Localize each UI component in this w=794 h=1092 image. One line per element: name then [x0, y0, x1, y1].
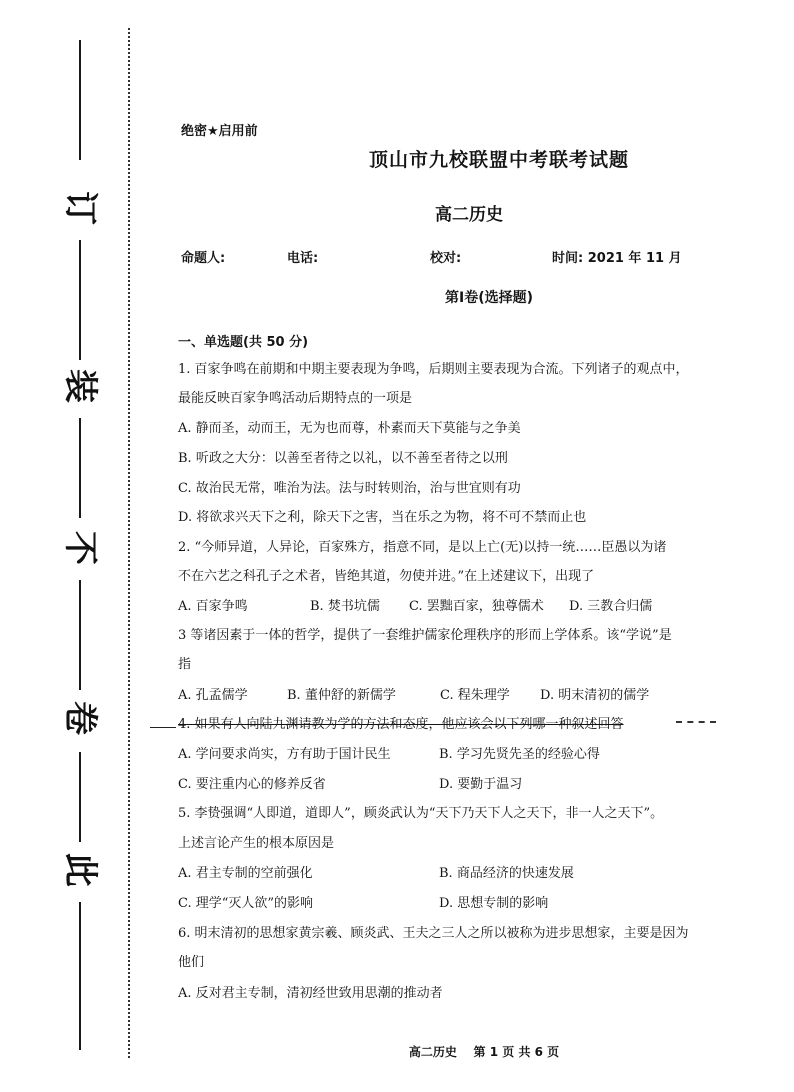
exam-title: 顶山市九校联盟中考联考试题	[368, 149, 629, 171]
binding-margin	[52, 40, 108, 1050]
binding-rule	[79, 752, 81, 842]
cut-line	[128, 28, 130, 1058]
scan-mark	[676, 721, 716, 723]
question-stem: 上述言论产生的根本原因是	[178, 836, 335, 851]
question-stem: 最能反映百家争鸣活动后期特点的一项是	[178, 391, 413, 406]
question-option: C. 程朱理学	[440, 688, 510, 703]
binding-char-ding: 订	[60, 191, 100, 225]
question-option: A. 反对君主专制，清初经世致用思潮的推动者	[178, 986, 443, 1001]
question-option: B. 听政之大分：以善至者待之以礼，以不善至者待之以刑	[178, 451, 508, 466]
question-option: D. 三教合归儒	[569, 599, 653, 614]
question-option: D. 明末清初的儒学	[540, 688, 650, 703]
page-footer: 高二历史 第 1 页 共 6 页	[408, 1045, 560, 1059]
phone-label: 电话:	[287, 251, 319, 266]
question-stem: 4. 如果有人向陆九渊请教为学的方法和态度，他应该会以下列哪一种叙述回答	[178, 717, 624, 732]
question-stem: 6. 明末清初的思想家黄宗羲、顾炎武、王夫之三人之所以被称为进步思想家，主要是因为	[178, 926, 689, 941]
binding-rule	[79, 418, 81, 518]
secret-mark: 绝密★启用前	[181, 124, 258, 139]
exam-subject: 高二历史	[435, 205, 503, 225]
binding-rule	[79, 40, 81, 160]
proofreader-label: 校对:	[430, 251, 462, 266]
question-stem: 不在六艺之科孔子之术者，皆绝其道，勿使并进。”在上述建议下，出现了	[178, 569, 595, 584]
part-title: 一、单选题(共 50 分)	[178, 335, 309, 350]
question-option: A. 静而圣，动而王，无为也而尊，朴素而天下莫能与之争美	[178, 421, 521, 436]
question-stem: 2. “今师异道，人异论，百家殊方，指意不同，是以上亡(无)以持一统……臣愚以为诸	[178, 540, 667, 555]
question-stem: 他们	[178, 955, 205, 970]
question-option: C. 罢黜百家，独尊儒术	[409, 599, 544, 614]
question-option: B. 学习先贤先圣的经验心得	[439, 747, 600, 762]
question-stem: 3 等诸因素于一体的哲学，提供了一套维护儒家伦理秩序的形而上学体系。该“学说”是	[178, 628, 672, 643]
binding-char-ci: 此	[60, 853, 100, 887]
scan-mark	[150, 727, 176, 728]
binding-rule	[79, 580, 81, 690]
question-option: B. 焚书坑儒	[310, 599, 380, 614]
question-option: A. 学问要求尚实，方有助于国计民生	[178, 747, 391, 762]
binding-char-juan: 卷	[60, 701, 100, 735]
question-option: D. 将欲求兴天下之利，除天下之害，当在乐之为物，将不可不禁而止也	[178, 510, 587, 525]
question-stem: 1. 百家争鸣在前期和中期主要表现为争鸣，后期则主要表现为合流。下列诸子的观点中，	[178, 362, 689, 377]
question-option: C. 理学“灭人欲”的影响	[178, 896, 314, 911]
binding-char-zhuang: 装	[60, 369, 100, 403]
question-option: B. 商品经济的快速发展	[439, 866, 574, 881]
setter-label: 命题人:	[181, 251, 226, 266]
exam-page	[174, 0, 714, 1092]
question-option: A. 孔孟儒学	[178, 688, 248, 703]
question-stem: 指	[178, 657, 192, 672]
question-option: D. 要勤于温习	[439, 777, 523, 792]
question-option: A. 百家争鸣	[178, 599, 248, 614]
question-option: B. 董仲舒的新儒学	[287, 688, 396, 703]
binding-rule	[79, 902, 81, 1050]
section-title: 第Ⅰ卷(选择题)	[444, 290, 533, 306]
binding-char-bu: 不	[60, 531, 100, 565]
exam-time: 时间: 2021 年 11 月	[552, 251, 682, 266]
question-option: C. 要注重内心的修养反省	[178, 777, 326, 792]
binding-rule	[79, 240, 81, 360]
question-stem: 5. 李贽强调“人即道，道即人”，顾炎武认为“天下乃天下人之天下，非一人之天下”。	[178, 806, 664, 821]
question-option: D. 思想专制的影响	[439, 896, 549, 911]
question-option: A. 君主专制的空前强化	[178, 866, 313, 881]
question-option: C. 故治民无常，唯治为法。法与时转则治，治与世宜则有功	[178, 481, 521, 496]
